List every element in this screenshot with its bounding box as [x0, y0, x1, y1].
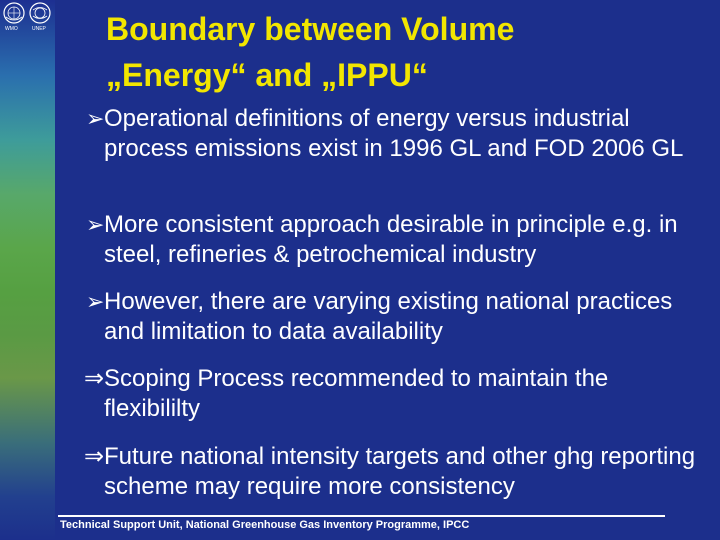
bullet-text: Scoping Process recommended to maintain the flexibililty — [104, 365, 609, 422]
bullet-item — [86, 364, 706, 424]
bullet-item — [86, 210, 706, 270]
wmo-label: WMO — [5, 26, 18, 32]
bullet-item — [86, 442, 706, 502]
unep-label: UNEP — [32, 26, 46, 32]
footer-text: Technical Support Unit, National Greenhouse Gas Inventory Programme, IPCC — [60, 519, 470, 531]
bullet-item — [86, 287, 706, 347]
bullet-text: More consistent approach desirable in principle e.g. in steel, refineries & petrochemical industry — [104, 211, 678, 268]
arrow-bullet-icon: ➢ — [86, 289, 105, 314]
implies-bullet-icon: ⇒ — [84, 365, 105, 392]
unep-logo-icon — [29, 2, 51, 24]
title-line-1: Boundary between Volume — [106, 11, 515, 47]
bullet-text: However, there are varying existing national practices and limitation to data availability — [104, 288, 673, 345]
bullet-text: Operational definitions of energy versus industrial process emissions exist in 1996 GL and FOD 2006 GL — [104, 105, 684, 162]
bullet-item — [86, 104, 706, 164]
bullet-text: Future national intensity targets and other ghg reporting scheme may require more consistency — [104, 443, 696, 500]
arrow-bullet-icon: ➢ — [86, 212, 105, 237]
arrow-bullet-icon: ➢ — [86, 106, 105, 131]
title-line-2: „Energy“ and „IPPU“ — [106, 57, 428, 93]
footer-divider — [58, 515, 665, 517]
side-color-strip — [0, 0, 55, 540]
logo-group — [0, 0, 55, 38]
implies-bullet-icon: ⇒ — [84, 443, 105, 470]
slide-title — [106, 6, 706, 98]
wmo-logo-icon — [3, 2, 25, 24]
